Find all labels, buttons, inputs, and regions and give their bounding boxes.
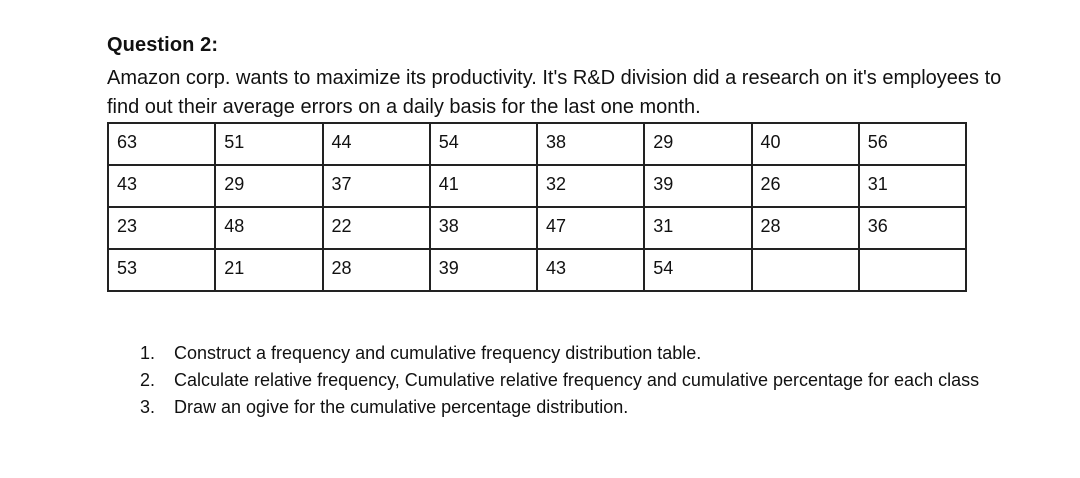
cell-value: 43 [546,257,567,278]
cell-value: 47 [546,215,567,236]
task-item [140,394,985,420]
table-cell [537,249,644,291]
cell-value: 32 [546,173,567,194]
cell-value: 36 [867,215,888,236]
question-intro: Amazon corp. wants to maximize its productivity. It's R&D division did a research on it's employees to find out their average errors on a daily basis for the last one month. [107,67,1002,118]
task-text: Calculate relative frequency, Cumulative relative frequency and cumulative percentage for each class [174,370,980,390]
table-cell [430,207,537,249]
question-heading: Question 2: [107,34,219,56]
cell-value: 26 [760,173,781,194]
cell-value: 44 [331,131,352,152]
cell-value: 53 [117,257,138,278]
table-cell [752,165,859,207]
table-cell [644,249,751,291]
task-item [140,367,985,393]
cell-value: 43 [117,173,138,194]
cell-value: 29 [224,173,245,194]
cell-value: 63 [117,131,138,152]
cell-value: 41 [438,173,459,194]
table-cell [323,165,430,207]
cell-value: 56 [867,131,888,152]
cell-value: 54 [653,257,674,278]
table-cell [215,165,322,207]
cell-value: 39 [438,257,459,278]
table-cell [215,249,322,291]
table-row [108,249,966,291]
task-number: 3. [140,397,156,417]
table-cell [859,207,966,249]
cell-value: 48 [224,215,245,236]
cell-value: 31 [653,215,674,236]
cell-value: 54 [438,131,459,152]
cell-value: 28 [760,215,781,236]
table-cell [430,165,537,207]
cell-value: 38 [438,215,459,236]
table-row [108,123,966,165]
task-list [140,340,985,421]
task-text: Draw an ogive for the cumulative percentage distribution. [174,397,629,417]
cell-value: 51 [224,131,245,152]
table-cell [752,123,859,165]
cell-value: 38 [546,131,567,152]
table-cell [752,207,859,249]
cell-value: 22 [331,215,352,236]
task-number: 1. [140,343,156,363]
table-cell [537,207,644,249]
table-cell [430,249,537,291]
cell-value: 28 [331,257,352,278]
cell-value: 40 [760,131,781,152]
task-text: Construct a frequency and cumulative frequency distribution table. [174,343,702,363]
table-cell [108,165,215,207]
cell-value: 39 [653,173,674,194]
table-cell [108,207,215,249]
table-cell [215,123,322,165]
table-cell [537,165,644,207]
table-row [108,207,966,249]
table-cell [430,123,537,165]
cell-value: 29 [653,131,674,152]
table-cell [215,207,322,249]
table-cell [323,207,430,249]
errors-data-table [107,122,967,292]
table-cell [537,123,644,165]
table-cell [323,249,430,291]
table-cell [644,123,751,165]
table-cell [644,165,751,207]
table-cell [323,123,430,165]
table-row [108,165,966,207]
cell-value: 23 [117,215,138,236]
table-cell [859,165,966,207]
task-item [140,340,985,366]
cell-value: 37 [331,173,352,194]
table-cell [644,207,751,249]
table-cell [859,249,966,291]
table-cell [752,249,859,291]
task-number: 2. [140,370,156,390]
cell-value: 21 [224,257,245,278]
cell-value: 31 [867,173,888,194]
table-cell [859,123,966,165]
table-body [108,123,966,291]
table-cell [108,249,215,291]
table-cell [108,123,215,165]
